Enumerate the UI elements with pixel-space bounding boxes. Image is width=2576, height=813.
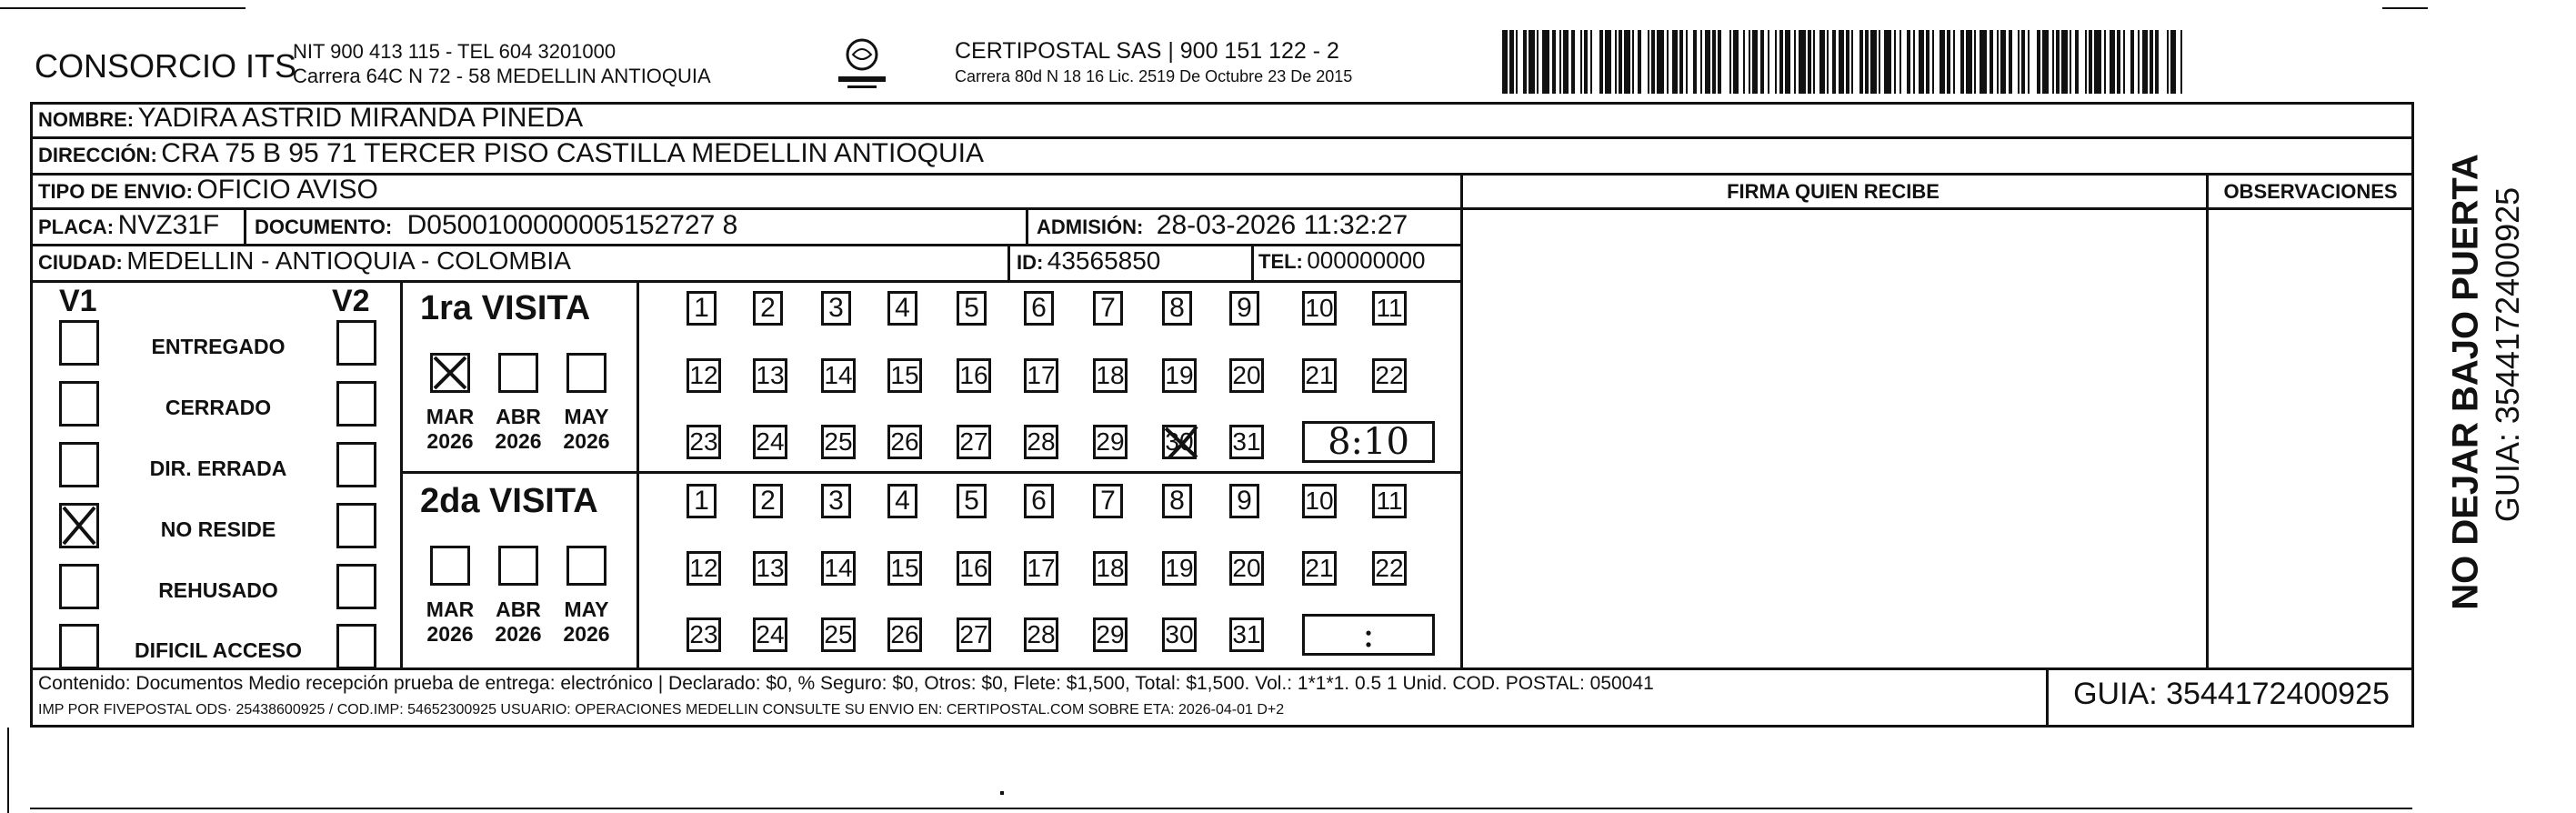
barcode-bar <box>1584 30 1588 94</box>
barcode-bar <box>1651 30 1655 94</box>
day-box[interactable]: 16 <box>957 551 991 586</box>
day-box[interactable]: 20 <box>1229 358 1264 393</box>
id-label: ID: <box>1017 251 1044 274</box>
day-box[interactable]: 29 <box>1093 617 1128 652</box>
barcode-bar <box>2061 30 2067 94</box>
time-value: 8:10 <box>1328 421 1409 463</box>
barcode-bar <box>2150 30 2153 94</box>
name-label: NOMBRE: <box>38 108 135 131</box>
day-box[interactable]: 6 <box>1024 291 1054 326</box>
ship-type-label: TIPO DE ENVIO: <box>38 180 193 203</box>
day-box[interactable]: 31 <box>1229 425 1264 459</box>
city-label: CIUDAD: <box>38 251 123 274</box>
barcode-bar <box>2018 30 2020 94</box>
barcode-bar <box>1667 30 1669 94</box>
day-box[interactable]: 5 <box>957 291 987 326</box>
day-box[interactable]: 21 <box>1302 551 1337 586</box>
company-address: Carrera 64C N 72 - 58 MEDELLIN ANTIOQUIA <box>293 65 711 87</box>
barcode-bar <box>1679 30 1683 94</box>
barcode-bar <box>1960 30 1964 94</box>
barcode-bar <box>1919 30 1924 94</box>
status-v2-checkbox[interactable] <box>336 503 376 548</box>
barcode-bar <box>1605 30 1610 94</box>
day-box[interactable]: 13 <box>753 551 787 586</box>
document-label: DOCUMENTO: <box>255 216 393 238</box>
observations-header: OBSERVACIONES <box>2223 180 2398 203</box>
barcode-bar <box>1516 30 1518 94</box>
month-checkbox[interactable] <box>566 353 606 393</box>
day-box[interactable]: 13 <box>753 358 787 393</box>
status-v2-checkbox[interactable] <box>336 320 376 366</box>
barcode-bar <box>1760 30 1764 94</box>
barcode-bar <box>1632 30 1634 94</box>
tel-value: 000000000 <box>1307 246 1426 274</box>
barcode-bar <box>1859 30 1863 94</box>
rule-5 <box>30 280 1463 283</box>
barcode-bar <box>1870 30 1876 94</box>
barcode-bar <box>1752 30 1758 94</box>
barcode-bar <box>1638 30 1641 94</box>
ship-type-row <box>38 175 378 206</box>
day-box[interactable]: 17 <box>1024 551 1058 586</box>
top-edge-line <box>0 7 246 9</box>
plate-label: PLACA: <box>38 216 115 238</box>
barcode-bar <box>2142 30 2148 94</box>
day-box[interactable]: 1 <box>687 484 717 518</box>
barcode-bar <box>2094 30 2101 94</box>
barcode-bar <box>1542 30 1549 94</box>
barcode-bar <box>1980 30 1987 94</box>
year-label: 2026 <box>563 622 610 646</box>
time-box[interactable] <box>1302 421 1435 463</box>
name-row <box>38 103 583 134</box>
barcode-bar <box>1808 30 1811 94</box>
day-box[interactable]: 27 <box>957 617 991 652</box>
barcode-bar <box>1768 30 1769 94</box>
col-signature-left <box>1460 173 1463 667</box>
status-v1-checkbox[interactable] <box>59 503 99 548</box>
day-box[interactable]: 29 <box>1093 425 1128 459</box>
barcode-bar <box>2155 30 2159 94</box>
time-box[interactable] <box>1302 614 1435 656</box>
month-checkbox[interactable] <box>430 353 470 393</box>
barcode-bar <box>1509 30 1513 94</box>
barcode-bar <box>2021 30 2025 94</box>
barcode-bar <box>1907 30 1910 94</box>
barcode-bar <box>1953 30 1955 94</box>
barcode-bar <box>1926 30 1929 94</box>
divider-tel <box>1251 244 1254 280</box>
barcode-bar <box>1523 30 1527 94</box>
barcode-bar <box>1580 30 1582 94</box>
day-box[interactable]: 7 <box>1093 291 1123 326</box>
company-name: CONSORCIO ITS <box>35 47 297 85</box>
barcode-bar <box>1686 30 1688 94</box>
barcode-bar <box>2089 30 2092 94</box>
carrier-name: CERTIPOSTAL SAS | 900 151 122 - 2 <box>955 38 1339 64</box>
barcode-bar <box>2085 30 2087 94</box>
status-v1-checkbox[interactable] <box>59 320 99 366</box>
divider-visits <box>400 471 1463 474</box>
day-cross-mark <box>1160 421 1202 467</box>
barcode-bar <box>1974 30 1976 94</box>
day-box[interactable]: 7 <box>1093 484 1123 518</box>
address-row <box>38 138 984 169</box>
address-value: CRA 75 B 95 71 TERCER PISO CASTILLA MEDELLIN ANTIOQUIA <box>161 138 985 168</box>
barcode-bar <box>2042 30 2048 94</box>
barcode <box>1502 30 2184 94</box>
barcode-bar <box>2170 30 2176 94</box>
day-box[interactable]: 22 <box>1372 358 1407 393</box>
signature-header: FIRMA QUIEN RECIBE <box>1727 180 1940 203</box>
day-box[interactable]: 22 <box>1372 551 1407 586</box>
status-v1-checkbox[interactable] <box>59 442 99 487</box>
day-box[interactable]: 19 <box>1162 358 1197 393</box>
barcode-bar <box>1932 30 1934 94</box>
day-box[interactable]: 10 <box>1302 484 1337 518</box>
city-value: MEDELLIN - ANTIOQUIA - COLOMBIA <box>126 246 571 275</box>
divider-status <box>400 280 403 667</box>
barcode-bar <box>1619 30 1622 94</box>
rule-footer <box>30 667 2414 670</box>
barcode-bar <box>1624 30 1629 94</box>
visit-title: 1ra VISITA <box>420 289 591 327</box>
barcode-bar <box>2180 30 2182 94</box>
barcode-bar <box>1899 30 1901 94</box>
barcode-bar <box>2052 30 2054 94</box>
barcode-bar <box>2075 30 2079 94</box>
status-v2-checkbox[interactable] <box>336 624 376 669</box>
day-box[interactable]: 24 <box>753 425 787 459</box>
barcode-bar <box>1851 30 1853 94</box>
day-box[interactable]: 12 <box>687 358 721 393</box>
day-box[interactable]: 31 <box>1229 617 1264 652</box>
month-label: ABR <box>496 405 541 428</box>
status-label: DIFICIL ACCESO <box>134 638 302 662</box>
barcode-bar <box>1733 30 1739 94</box>
status-label: NO RESIDE <box>160 517 276 541</box>
id-value: 43565850 <box>1047 246 1161 275</box>
month-checkbox[interactable] <box>430 546 470 586</box>
barcode-bar <box>1648 30 1649 94</box>
day-box[interactable]: 24 <box>753 617 787 652</box>
month-label: ABR <box>496 597 541 621</box>
day-box[interactable]: 23 <box>687 425 721 459</box>
status-v1-checkbox[interactable] <box>59 381 99 427</box>
barcode-bar <box>1947 30 1950 94</box>
day-box[interactable]: 3 <box>821 291 851 326</box>
day-box[interactable]: 26 <box>887 617 922 652</box>
barcode-bar <box>1502 30 1508 94</box>
status-label: CERRADO <box>165 396 272 419</box>
footer-contents: Contenido: Documentos Medio recepción prueba de entrega: electrónico | Declarado: $0, % Seguro: $0, Otros: $0, Flete: $1,500, Total: $1,500. Vol.: 1*1*1. 0.5 1 Unid. COD. POSTAL: 050041 <box>38 673 1654 694</box>
barcode-bar <box>1794 30 1796 94</box>
month-checkbox[interactable] <box>498 546 538 586</box>
barcode-bar <box>1832 30 1836 94</box>
day-box[interactable]: 2 <box>753 291 783 326</box>
page-edge-bottom <box>30 808 2412 809</box>
status-v1-checkbox[interactable] <box>59 564 99 609</box>
barcode-bar <box>1705 30 1710 94</box>
day-box[interactable]: 9 <box>1229 484 1259 518</box>
day-box[interactable]: 25 <box>821 617 856 652</box>
barcode-bar <box>1990 30 1993 94</box>
day-box[interactable]: 8 <box>1162 291 1192 326</box>
day-box[interactable]: 5 <box>957 484 987 518</box>
barcode-bar <box>1839 30 1844 94</box>
day-box[interactable]: 25 <box>821 425 856 459</box>
certipostal-logo <box>835 36 889 93</box>
barcode-bar <box>1846 30 1849 94</box>
month-label: MAY <box>564 597 609 621</box>
day-box[interactable]: 12 <box>687 551 721 586</box>
side-warning: NO DEJAR BAJO PUERTA <box>2445 154 2486 610</box>
day-box[interactable]: 3 <box>821 484 851 518</box>
city-row <box>38 246 571 276</box>
day-box[interactable]: 6 <box>1024 484 1054 518</box>
barcode-bar <box>2130 30 2134 94</box>
carrier-address: Carrera 80d N 18 16 Lic. 2519 De Octubre 23 De 2015 <box>955 67 1353 85</box>
barcode-bar <box>1785 30 1790 94</box>
barcode-bar <box>1537 30 1539 94</box>
barcode-bar <box>2138 30 2140 94</box>
col-observations-left <box>2206 173 2209 667</box>
status-label: REHUSADO <box>158 578 278 602</box>
barcode-bar <box>1657 30 1664 94</box>
barcode-bar <box>2110 30 2115 94</box>
status-label: DIR. ERRADA <box>149 457 287 480</box>
admission-label: ADMISIÓN: <box>1037 216 1144 238</box>
barcode-bar <box>1700 30 1702 94</box>
status-v2-checkbox[interactable] <box>336 442 376 487</box>
page-edge-left <box>7 728 9 813</box>
barcode-bar <box>1590 30 1592 94</box>
barcode-bar <box>1729 30 1731 94</box>
side-guide: GUIA: 3544172400925 <box>2489 186 2526 523</box>
barcode-bar <box>2123 30 2125 94</box>
day-box[interactable]: 15 <box>887 551 922 586</box>
divider-admission <box>1026 207 1028 244</box>
year-label: 2026 <box>495 622 542 646</box>
day-box[interactable]: 19 <box>1162 551 1197 586</box>
month-label: MAY <box>564 405 609 428</box>
day-box[interactable]: 28 <box>1024 425 1058 459</box>
barcode-bar <box>1749 30 1750 94</box>
divider-visit-grid <box>636 280 639 667</box>
barcode-bar <box>1529 30 1534 94</box>
divider-plate <box>244 207 246 244</box>
day-box[interactable]: 15 <box>887 358 922 393</box>
name-value: YADIRA ASTRID MIRANDA PINEDA <box>137 103 584 133</box>
barcode-bar <box>1879 30 1880 94</box>
barcode-bar <box>1819 30 1825 94</box>
barcode-bar <box>2009 30 2012 94</box>
day-box[interactable]: 30 <box>1162 425 1197 459</box>
day-box[interactable]: 17 <box>1024 358 1058 393</box>
barcode-bar <box>2056 30 2060 94</box>
barcode-bar <box>2028 30 2030 94</box>
document-value: D0500100000005152727 8 <box>406 210 738 240</box>
barcode-bar <box>1865 30 1869 94</box>
status-v2-checkbox[interactable] <box>336 381 376 427</box>
barcode-bar <box>1563 30 1569 94</box>
day-box[interactable]: 1 <box>687 291 717 326</box>
plate-value: NVZ31F <box>117 210 220 240</box>
ship-type-value: OFICIO AVISO <box>196 175 378 205</box>
top-edge-line-right <box>2382 7 2428 9</box>
barcode-bar <box>2117 30 2120 94</box>
year-label: 2026 <box>426 429 474 453</box>
time-value: : <box>1362 614 1375 656</box>
day-box[interactable]: 9 <box>1229 291 1259 326</box>
day-box[interactable]: 18 <box>1093 358 1128 393</box>
barcode-bar <box>2000 30 2006 94</box>
admission-value: 28-03-2026 11:32:27 <box>1156 210 1408 240</box>
barcode-bar <box>1559 30 1561 94</box>
check-x-mark <box>62 506 96 546</box>
barcode-bar <box>1743 30 1745 94</box>
day-box[interactable]: 10 <box>1302 291 1337 326</box>
barcode-bar <box>1672 30 1678 94</box>
address-label: DIRECCIÓN: <box>38 144 157 166</box>
day-box[interactable]: 11 <box>1372 291 1407 326</box>
day-box[interactable]: 18 <box>1093 551 1128 586</box>
stray-dot <box>1000 791 1004 795</box>
day-box[interactable]: 20 <box>1229 551 1264 586</box>
day-box[interactable]: 8 <box>1162 484 1192 518</box>
barcode-bar <box>1775 30 1777 94</box>
barcode-bar <box>1884 30 1891 94</box>
day-box[interactable]: 4 <box>887 484 917 518</box>
divider-id <box>1007 244 1010 280</box>
day-box[interactable]: 21 <box>1302 358 1337 393</box>
year-label: 2026 <box>563 429 610 453</box>
day-box[interactable]: 4 <box>887 291 917 326</box>
v1-label: V1 <box>59 284 97 318</box>
day-box[interactable]: 27 <box>957 425 991 459</box>
check-x-mark <box>433 356 467 390</box>
status-v2-checkbox[interactable] <box>336 564 376 609</box>
plate-row <box>38 210 219 241</box>
rule-2 <box>30 173 2414 176</box>
document-row <box>255 210 737 241</box>
barcode-bar <box>1799 30 1806 94</box>
v2-label: V2 <box>332 284 370 318</box>
barcode-bar <box>1940 30 1945 94</box>
footer-guide: GUIA: 3544172400925 <box>2073 677 2390 711</box>
barcode-bar <box>2104 30 2106 94</box>
status-v1-checkbox[interactable] <box>59 624 99 669</box>
barcode-bar <box>1913 30 1915 94</box>
day-box[interactable]: 11 <box>1372 484 1407 518</box>
barcode-bar <box>1552 30 1556 94</box>
day-box[interactable]: 2 <box>753 484 783 518</box>
day-box[interactable]: 14 <box>821 551 856 586</box>
id-row <box>1017 246 1160 276</box>
barcode-bar <box>1712 30 1716 94</box>
barcode-bar <box>1813 30 1815 94</box>
barcode-bar <box>1615 30 1617 94</box>
month-checkbox[interactable] <box>566 546 606 586</box>
divider-footer-guide <box>2046 667 2049 728</box>
day-box[interactable]: 28 <box>1024 617 1058 652</box>
day-box[interactable]: 23 <box>687 617 721 652</box>
barcode-bar <box>2070 30 2071 94</box>
barcode-bar <box>2037 30 2040 94</box>
status-label: ENTREGADO <box>151 335 286 358</box>
barcode-bar <box>1571 30 1575 94</box>
month-label: MAR <box>426 405 475 428</box>
visit-title: 2da VISITA <box>420 482 598 520</box>
barcode-bar <box>1779 30 1783 94</box>
barcode-bar <box>1718 30 1721 94</box>
day-box[interactable]: 14 <box>821 358 856 393</box>
barcode-bar <box>1693 30 1697 94</box>
day-box[interactable]: 30 <box>1162 617 1197 652</box>
barcode-bar <box>1997 30 1999 94</box>
barcode-bar <box>1827 30 1829 94</box>
footer-imp: IMP POR FIVEPOSTAL ODS· 25438600925 / COD.IMP: 54652300925 USUARIO: OPERACIONES MEDELLIN CONSULTE SU ENVIO EN: CERTIPOSTAL.COM SOBRE ETA: 2026-04-01 D+2 <box>38 702 1285 718</box>
month-checkbox[interactable] <box>498 353 538 393</box>
year-label: 2026 <box>426 622 474 646</box>
barcode-bar <box>1599 30 1603 94</box>
month-label: MAR <box>426 597 475 621</box>
barcode-bar <box>2167 30 2169 94</box>
day-box[interactable]: 26 <box>887 425 922 459</box>
tel-row <box>1258 246 1425 275</box>
barcode-bar <box>1966 30 1971 94</box>
company-nit: NIT 900 413 115 - TEL 604 3201000 <box>293 40 616 63</box>
tel-label: TEL: <box>1258 250 1303 273</box>
barcode-bar <box>1894 30 1896 94</box>
year-label: 2026 <box>495 429 542 453</box>
admission-row <box>1037 210 1408 241</box>
day-box[interactable]: 16 <box>957 358 991 393</box>
